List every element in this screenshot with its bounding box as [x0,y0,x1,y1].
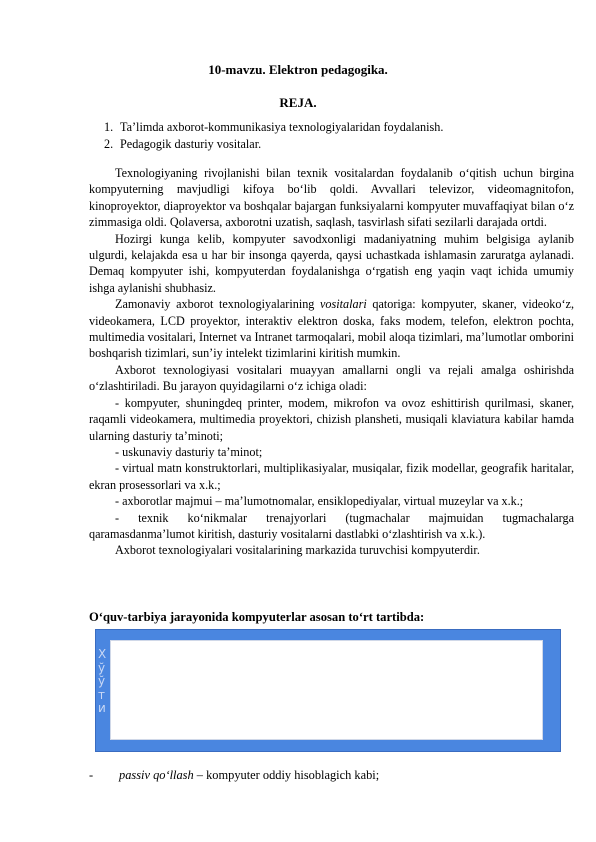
diagram-text-line: т [98,687,105,702]
plan-item-number: 1. [104,120,114,134]
dash-item: - texnik ko‘nikmalar trenajyorlari (tugmachalar majmuidan tugmachalarga qaramasdanma’lumot kiritish, dasturiy vositalarni dastlabki o‘zlashtirish va x.k.). [89,510,574,541]
section-heading: O‘quv-tarbiya jarayonida kompyuterlar asosan to‘rt tartibda: [89,610,425,624]
dash-item: - kompyuter, shuningdeq printer, modem, mikrofon va ovoz eshittirish qurilmasi, skaner, raqamli videokamera, multimedia proyektori, chizish plansheti, musiqali klaviatura kabilar hamda ularning dasturiy ta’minoti; [89,395,574,443]
plan-item [104,119,443,136]
text-run: qatoriga: kompyuter, skaner, videoko‘z, videokamera, LCD proyektor, interaktiv elektron doska, faks modem, telefon, elektron pochta, multimedia vositalari, Internet va Intranet tarmoqalari, mobil aloqa tizimlari, ma’lumotlar omborini boshqarish tizimlari, sun’iy intelekt tizimlarini kiritish mumkin. [89,297,575,361]
text-run: – kompyuter oddiy hisoblagich kabi; [193,768,380,782]
dash-item: - axborotlar majmui – ma’lumotnomalar, ensiklopediyalar, virtual muzeylar va x.k.; [115,494,524,509]
plan-title: REJA. [279,95,317,110]
plan-list [104,119,443,153]
body-text [89,165,574,559]
plan-item-text: Ta’limda axborot-kommunikasiya texnologiyalaridan foydalanish. [120,120,444,134]
diagram-text-line: и [98,701,106,715]
paragraph: Axborot texnologiyalari vositalarining markazida turuvchisi kompyuterdir. [115,543,480,558]
paragraph [89,296,574,362]
dash-item: - uskunaviy dasturiy ta’minot; [115,444,263,459]
paragraph: Texnologiyaning rivojlanishi bilan texnik vositalardan foydalanib o‘qitish uchun birgina kompyuterning mavjudligi kifoya bo‘lib qoldi. Avvallari televizor, videomagnitofon, kinoproyektor, diaproyektor va boshqalar bajargan funksiyalarni kompyuter muvaffaqiyat bilan o‘z zimmasiga oldi. Qolaversa, axborotni uzatish, saqlash, tasvirlash sifati sezilarli darajada ortdi. [89,166,574,230]
diagram-partial-text [98,648,106,716]
diagram-text-line: ў [98,674,106,688]
paragraph: Axborot texnologiyasi vositalari muayyan amallarni ongli va rejali amalga oshirishda o‘zlashtiriladi. Bu jarayon quyidagilarni o‘z ichiga oladi: [89,362,574,394]
italic-term: vositalari [320,297,367,312]
italic-term: passiv qo‘llash [119,768,194,782]
list-item-passive [89,768,379,783]
diagram-blank-area [110,640,543,740]
list-dash: - [89,768,94,782]
plan-item-number: 2. [104,137,114,151]
plan-item [104,136,443,153]
plan-item-text: Pedagogik dasturiy vositalar. [120,137,262,151]
paragraph: Hozirgi kunga kelib, kompyuter savodxonligi madaniyatning muhim belgisiga aylanib ulgurdi, kelajakda esa u har bir insonga qayerda, qaysi uchastkada ishlamasin zaruratga aylanadi. Demaq kompyuter ishi, kompyuterdan foydalanishga o‘rgatish eng yaqin vaqt ichida umumiy ishga aylanishi shubhasiz. [89,231,574,295]
diagram-text-line: ў [98,660,106,675]
text-run: Zamonaviy axborot texnologiyalarining [115,297,321,312]
document-title: 10-mavzu. Elektron pedagogika. [208,62,388,77]
diagram-text-line: Х [98,647,107,661]
dash-item: - virtual matn konstruktorlari, multiplikasiyalar, musiqalar, fizik modellar, geografik haritalar, ekran prosessorlari va x.k.; [89,461,574,492]
